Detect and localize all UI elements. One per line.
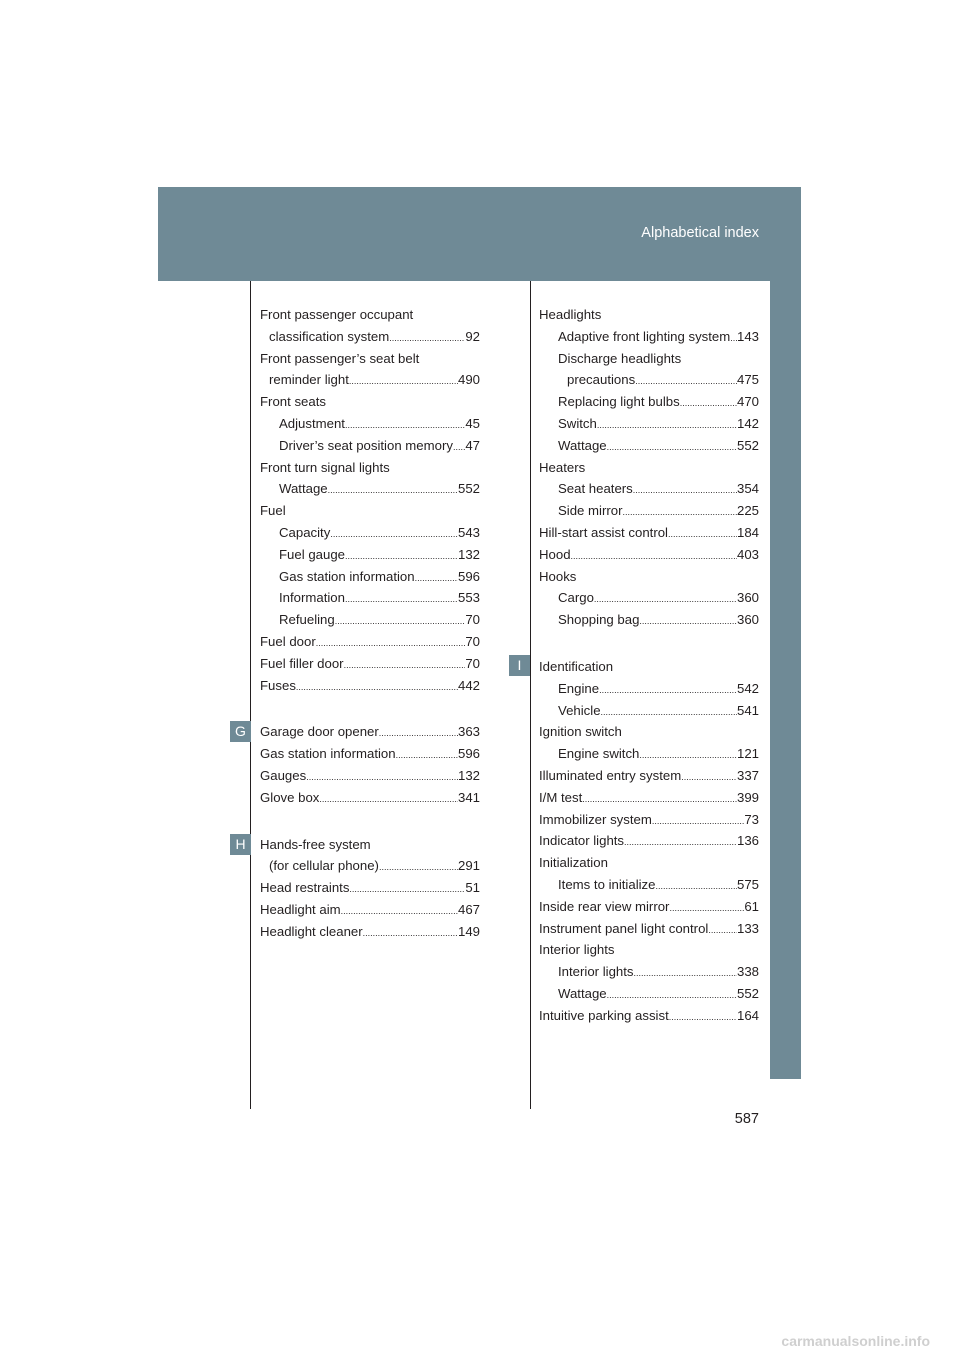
index-term: Gas station information [279, 568, 415, 584]
index-page-ref[interactable]: 475 [736, 372, 759, 388]
dot-leader [316, 631, 466, 653]
index-page-ref[interactable]: 542 [736, 680, 759, 696]
index-entry[interactable] [539, 983, 759, 1005]
index-entry[interactable] [539, 413, 759, 435]
dot-leader [415, 566, 458, 588]
index-term: Hooks [539, 568, 577, 584]
index-term: Hands-free system [260, 836, 371, 852]
index-page-ref[interactable]: 184 [736, 524, 759, 540]
index-term: Cargo [558, 590, 594, 606]
dot-leader [622, 500, 737, 522]
index-page-ref[interactable]: 142 [736, 415, 759, 431]
index-term: Identification [539, 658, 614, 674]
index-page-ref[interactable]: 553 [457, 590, 480, 606]
index-entry[interactable] [539, 961, 759, 983]
dot-leader [349, 369, 458, 391]
index-entry[interactable] [260, 500, 480, 522]
section-letter-h: H [230, 834, 251, 855]
index-page-ref[interactable]: 70 [465, 612, 480, 628]
index-page-ref[interactable]: 70 [465, 655, 480, 671]
index-term: Fuel [260, 503, 286, 519]
index-entry[interactable] [539, 609, 759, 631]
index-term: Items to initialize [558, 876, 656, 892]
index-term: Indicator lights [539, 833, 625, 849]
dot-leader [363, 921, 458, 943]
dot-leader [389, 326, 465, 348]
index-entry[interactable] [260, 631, 480, 653]
index-entry[interactable] [260, 765, 480, 787]
index-term: Hill-start assist control [539, 524, 668, 540]
index-entry[interactable] [260, 478, 480, 500]
index-page-ref[interactable]: 552 [736, 985, 759, 1001]
index-entry[interactable] [260, 544, 480, 566]
index-page-ref[interactable]: 596 [457, 746, 480, 762]
index-page-ref[interactable]: 45 [465, 415, 480, 431]
index-entry[interactable] [539, 522, 759, 544]
index-entry[interactable] [260, 435, 480, 457]
index-page-ref[interactable]: 363 [457, 724, 480, 740]
index-term: Head restraints [260, 880, 350, 896]
dot-leader [633, 478, 737, 500]
index-term: classification system [269, 328, 390, 344]
index-entry[interactable] [539, 435, 759, 457]
index-page-ref[interactable]: 442 [457, 677, 480, 693]
column-divider-right [530, 281, 531, 1109]
index-entry[interactable] [260, 721, 480, 743]
index-page-ref[interactable]: 490 [457, 372, 480, 388]
footer-watermark: carmanualsonline.info [781, 1333, 930, 1349]
index-term: Ignition switch [539, 724, 622, 740]
index-term: Glove box [260, 789, 320, 805]
section-gap [260, 809, 480, 834]
page-number: 587 [734, 1111, 759, 1127]
dot-leader [328, 478, 458, 500]
index-entry[interactable] [539, 1005, 759, 1027]
index-term: Instrument panel light control [539, 920, 709, 936]
index-term: Gas station information [260, 746, 396, 762]
index-page-ref[interactable]: 399 [736, 789, 759, 805]
index-entry[interactable] [539, 566, 759, 588]
index-term: Side mirror [558, 503, 623, 519]
index-term: Front turn signal lights [260, 459, 390, 475]
index-entry[interactable] [539, 678, 759, 700]
index-page-ref[interactable]: 541 [736, 702, 759, 718]
index-term: Interior lights [539, 942, 615, 958]
dot-leader [639, 743, 737, 765]
index-entry[interactable] [260, 921, 480, 943]
dot-leader [597, 413, 737, 435]
index-entry[interactable] [539, 391, 759, 413]
index-page-ref[interactable]: 543 [457, 524, 480, 540]
index-entry[interactable] [539, 656, 759, 678]
index-entry[interactable] [260, 855, 480, 877]
index-entry[interactable] [260, 413, 480, 435]
dot-leader [296, 675, 458, 697]
dot-leader [379, 721, 458, 743]
index-page-ref[interactable]: 143 [736, 328, 759, 344]
index-page-ref[interactable]: 73 [744, 811, 759, 827]
dot-leader [379, 855, 458, 877]
dot-leader [708, 918, 737, 940]
index-entry[interactable] [539, 587, 759, 609]
index-page-ref[interactable]: 552 [736, 437, 759, 453]
index-entry[interactable] [539, 478, 759, 500]
index-entry[interactable] [260, 787, 480, 809]
index-entry[interactable] [539, 743, 759, 765]
dot-leader [607, 983, 737, 1005]
index-entry[interactable] [539, 787, 759, 809]
index-page-ref[interactable]: 51 [465, 880, 480, 896]
index-term: Engine switch [558, 746, 640, 762]
index-term: Hood [539, 546, 571, 562]
dot-leader [319, 787, 458, 809]
header-title: Alphabetical index [641, 225, 759, 241]
dot-leader [571, 544, 737, 566]
index-entry[interactable] [539, 852, 759, 874]
index-term: Initialization [539, 855, 608, 871]
index-term: Immobilizer system [539, 811, 652, 827]
dot-leader [330, 522, 458, 544]
index-entry[interactable] [260, 457, 480, 479]
dot-leader [655, 874, 737, 896]
index-entry[interactable] [260, 587, 480, 609]
dot-leader [730, 326, 737, 348]
index-entry[interactable] [539, 348, 759, 370]
index-entry[interactable] [260, 877, 480, 899]
dot-leader [396, 743, 458, 765]
index-term: Engine [558, 680, 600, 696]
index-page-ref[interactable]: 337 [736, 767, 759, 783]
index-page-ref[interactable]: 360 [736, 612, 759, 628]
index-term: Driver’s seat position memory [279, 437, 453, 453]
index-entry[interactable] [260, 675, 480, 697]
dot-leader [634, 961, 737, 983]
dot-leader [349, 877, 465, 899]
index-term: precautions [567, 372, 636, 388]
index-entry[interactable] [260, 743, 480, 765]
dot-leader [607, 435, 737, 457]
index-page-ref[interactable]: 225 [736, 503, 759, 519]
index-page-ref[interactable]: 61 [744, 898, 759, 914]
index-term: Heaters [539, 459, 586, 475]
index-page-ref[interactable]: 552 [457, 481, 480, 497]
index-term: Headlight cleaner [260, 923, 363, 939]
index-entry[interactable] [539, 721, 759, 743]
index-page-ref[interactable]: 92 [465, 328, 480, 344]
index-entry[interactable] [260, 834, 480, 856]
index-term: Illuminated entry system [539, 767, 682, 783]
index-page-ref[interactable]: 341 [457, 789, 480, 805]
index-term: Seat heaters [558, 481, 633, 497]
index-entry[interactable] [539, 369, 759, 391]
index-entry[interactable] [539, 500, 759, 522]
section-gap [260, 696, 480, 721]
section-side-tab [770, 281, 801, 1079]
index-entry[interactable] [260, 391, 480, 413]
index-entry[interactable] [539, 874, 759, 896]
index-term: Inside rear view mirror [539, 898, 670, 914]
index-entry[interactable] [260, 609, 480, 631]
index-page-ref[interactable]: 164 [736, 1007, 759, 1023]
index-term: Wattage [279, 481, 328, 497]
index-term: Capacity [279, 524, 331, 540]
index-entry[interactable] [539, 457, 759, 479]
index-entry[interactable] [539, 304, 759, 326]
index-page-ref[interactable]: 470 [736, 394, 759, 410]
index-page-ref[interactable]: 136 [736, 833, 759, 849]
index-page-ref[interactable]: 47 [465, 437, 480, 453]
index-term: Switch [558, 415, 597, 431]
index-entry[interactable] [539, 700, 759, 722]
index-entry[interactable] [539, 939, 759, 961]
index-term: Headlight aim [260, 901, 341, 917]
index-term: Fuel door [260, 633, 316, 649]
index-page-ref[interactable]: 133 [736, 920, 759, 936]
index-entry[interactable] [260, 348, 480, 370]
index-term: Garage door opener [260, 724, 379, 740]
index-entry[interactable] [260, 899, 480, 921]
dot-leader [669, 1005, 737, 1027]
index-term: Front passenger occupant [260, 307, 414, 322]
index-entry[interactable] [539, 544, 759, 566]
index-page-ref[interactable]: 338 [736, 964, 759, 980]
index-entry[interactable] [260, 653, 480, 675]
dot-leader [680, 391, 737, 413]
index-term: Replacing light bulbs [558, 394, 680, 410]
index-page-ref[interactable]: 596 [457, 568, 480, 584]
index-term: I/M test [539, 789, 583, 805]
index-term: Discharge headlights [558, 350, 682, 366]
index-term: Gauges [260, 767, 307, 783]
index-page-ref[interactable]: 132 [457, 767, 480, 783]
index-page-ref[interactable]: 360 [736, 590, 759, 606]
dot-leader [681, 765, 737, 787]
index-page-ref[interactable]: 121 [736, 746, 759, 762]
index-term: Information [279, 590, 345, 606]
index-entry[interactable] [539, 830, 759, 852]
section-gap [539, 631, 759, 656]
index-term: (for cellular phone) [269, 858, 379, 874]
index-entry[interactable] [260, 522, 480, 544]
index-entry[interactable] [539, 896, 759, 918]
dot-leader [345, 413, 465, 435]
index-page-ref[interactable]: 149 [457, 923, 480, 939]
index-entry[interactable] [539, 918, 759, 940]
index-term: Wattage [558, 985, 607, 1001]
index-term: Wattage [558, 437, 607, 453]
page-header [158, 187, 801, 281]
index-term: reminder light [269, 372, 349, 388]
index-column-right [539, 304, 759, 1027]
dot-leader [635, 369, 737, 391]
dot-leader [601, 700, 737, 722]
dot-leader [345, 587, 458, 609]
dot-leader [335, 609, 466, 631]
index-term: Fuel filler door [260, 655, 344, 671]
index-term: Front passenger’s seat belt [260, 350, 420, 366]
index-page-ref[interactable]: 291 [457, 858, 480, 874]
index-term: Refueling [279, 612, 335, 628]
dot-leader [668, 522, 737, 544]
dot-leader [582, 787, 737, 809]
index-page-ref[interactable]: 70 [465, 633, 480, 649]
dot-leader [599, 678, 737, 700]
dot-leader [345, 544, 458, 566]
index-page-ref[interactable]: 575 [736, 876, 759, 892]
index-term: Interior lights [558, 964, 634, 980]
column-divider-left [250, 281, 251, 1109]
index-term: Adjustment [279, 415, 345, 431]
index-term: Vehicle [558, 702, 601, 718]
dot-leader [341, 899, 458, 921]
index-term: Adaptive front lighting system [558, 328, 731, 344]
index-page-ref[interactable]: 467 [457, 901, 480, 917]
dot-leader [306, 765, 458, 787]
index-term: Fuel gauge [279, 546, 345, 562]
index-page-ref[interactable]: 132 [457, 546, 480, 562]
dot-leader [453, 435, 465, 457]
section-letter-i: I [509, 655, 530, 676]
dot-leader [652, 809, 744, 831]
dot-leader [624, 830, 737, 852]
dot-leader [344, 653, 466, 675]
index-entry[interactable] [260, 326, 480, 348]
index-entry[interactable] [260, 304, 480, 326]
index-term: Shopping bag [558, 612, 640, 628]
index-term: Fuses [260, 677, 296, 693]
index-column-left [260, 304, 480, 943]
index-page-ref[interactable]: 403 [736, 546, 759, 562]
index-term: Intuitive parking assist [539, 1007, 669, 1023]
index-entry[interactable] [260, 566, 480, 588]
index-page-ref[interactable]: 354 [736, 481, 759, 497]
index-entry[interactable] [260, 369, 480, 391]
index-entry[interactable] [539, 765, 759, 787]
index-entry[interactable] [539, 326, 759, 348]
index-entry[interactable] [539, 809, 759, 831]
dot-leader [639, 609, 737, 631]
dot-leader [669, 896, 744, 918]
section-letter-g: G [230, 721, 251, 742]
dot-leader [594, 587, 737, 609]
index-term: Headlights [539, 307, 602, 322]
index-term: Front seats [260, 394, 326, 410]
